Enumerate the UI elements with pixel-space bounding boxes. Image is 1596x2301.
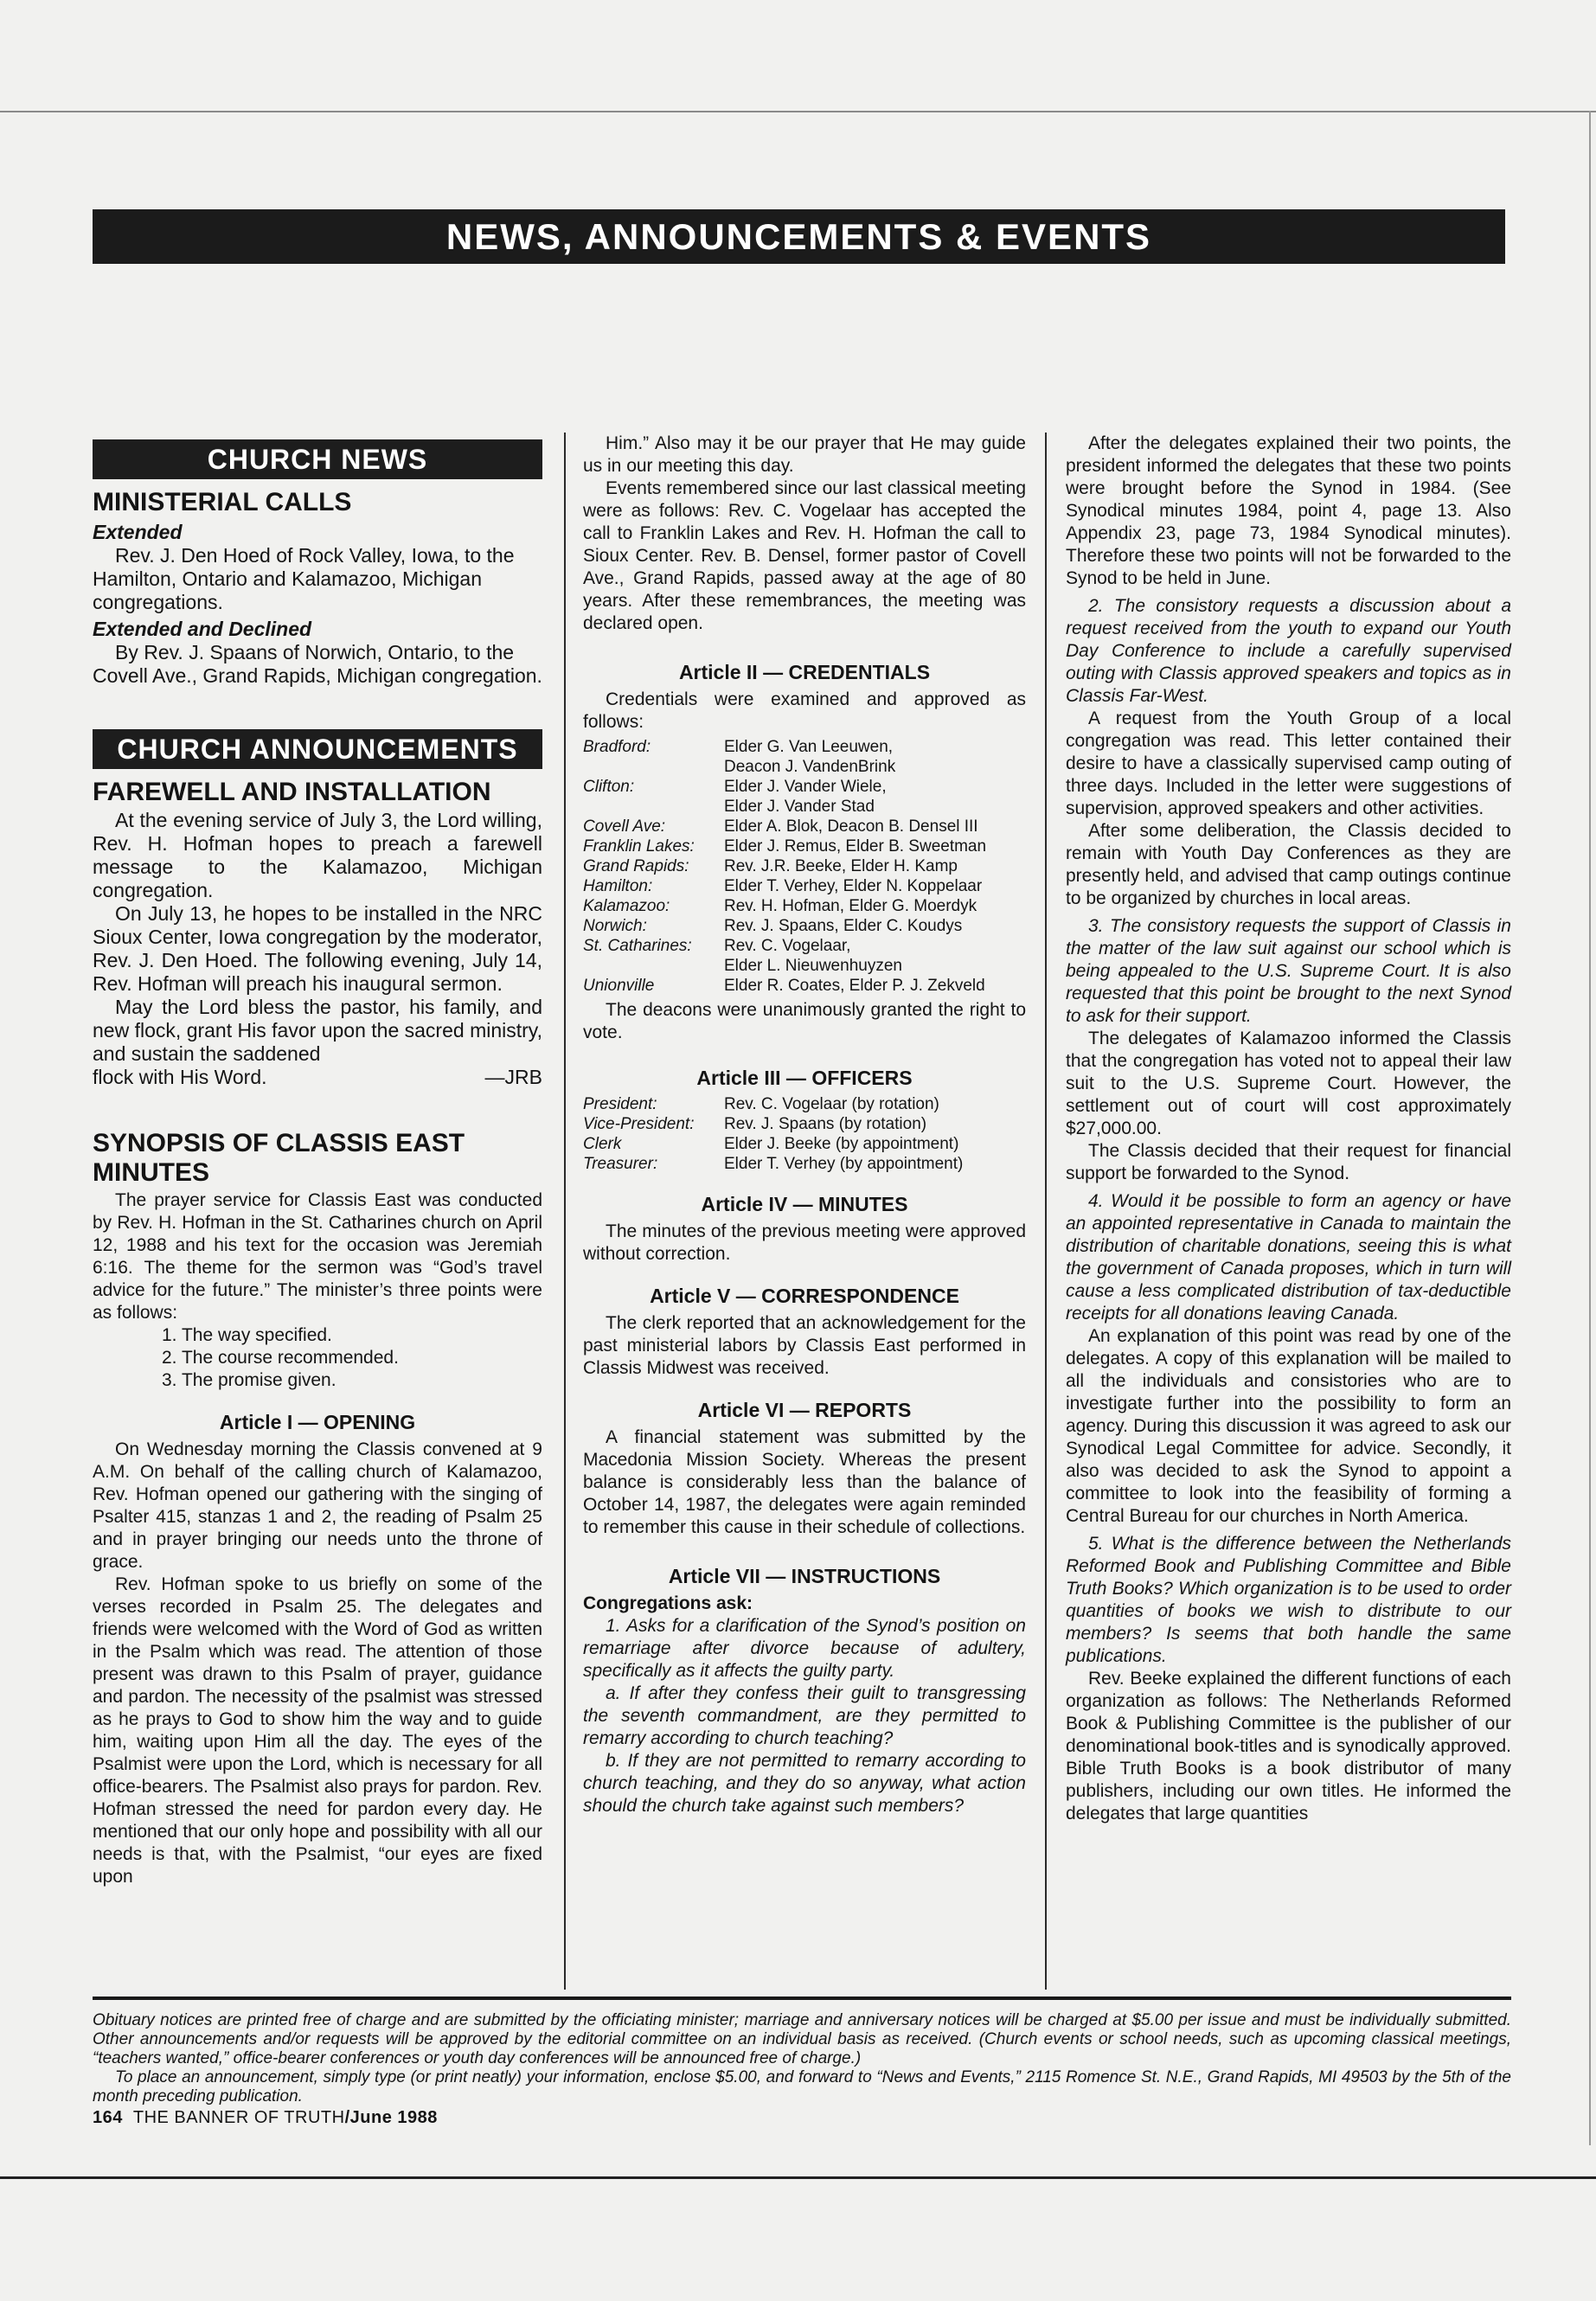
article-7-question: a. If after they confess their guilt to transgressing the seventh commandment, are they permitted to remarry according to church teaching? — [583, 1683, 1026, 1748]
credentials-names: Elder J. Vander Stad — [724, 798, 875, 816]
credentials-row — [583, 876, 1026, 896]
top-border-line — [0, 111, 1596, 112]
right-border-line — [1589, 111, 1591, 2145]
signature: —JRB — [484, 1066, 542, 1088]
credentials-names: Elder A. Blok, Deacon B. Densel III — [724, 817, 978, 836]
officer-name: Elder T. Verhey (by appointment) — [724, 1155, 964, 1173]
instruction-paragraph: After the delegates explained their two points, the president informed the delegates that these two points were brought before the Synod in 1984. (See Synodical minutes 1984, point 4, page 13. Also Appendix 23, page 73, 1984 Synodical minutes). Therefore these two points will not be forwarded to the Synod to be held in June. — [1066, 433, 1511, 588]
page-footer-line — [93, 2108, 448, 2128]
credentials-church: St. Catharines: — [583, 937, 692, 955]
article-4-text: The minutes of the previous meeting were approved without correction. — [583, 1221, 1026, 1264]
credentials-names: Elder G. Van Leeuwen, — [724, 738, 894, 756]
instruction-paragraph: Rev. Beeke explained the different functions of each organization as follows: The Netherlands Reformed Book & Publishing Committee is the publisher of our denominational book-titles and is synodically approved. Bible Truth Books is a book distributor of many publishers, including our own titles. He informed the delegates that large quantities — [1066, 1669, 1511, 1823]
footer-paragraph: Obituary notices are printed free of charge and are submitted by the officiating minister; marriage and anniversary notices will be charged at $5.00 per issue and must be individually submitted. Other announcements and/or requests will be approved by the editorial committee on an individual basis as received. (Church events or school needs, such as upcoming classical meetings, “teachers wanted,” office-bearer conferences or youth day conferences will be announced free of charge.) — [93, 2011, 1511, 2067]
credentials-row — [583, 916, 1026, 936]
instruction-question: 5. What is the difference between the Netherlands Reformed Book and Publishing Committee and Bible Truth Books? Which organization is to be used to order quantities of books we wish to distribute to our members? Is seems that both handle the same publications. — [1066, 1534, 1511, 1666]
credentials-names: Deacon J. VandenBrink — [724, 758, 896, 776]
farewell-heading: FAREWELL AND INSTALLATION — [93, 778, 491, 806]
officer-row — [583, 1134, 1026, 1154]
footer-rule — [93, 1997, 1511, 2000]
credentials-names: Elder J. Remus, Elder B. Sweetman — [724, 837, 987, 856]
article-1-paragraph: Rev. Hofman spoke to us briefly on some of the verses recorded in Psalm 25. The delegates and friends were welcomed with the Word of God as written in the Psalm which was read. The attention of those present was drawn to this Psalm of prayer, guidance and pardon. The necessity of the psalmist was stressed as he prays to God to show him the way and to guide him, waiting upon Him all the day. The eyes of the Psalmist were upon the Lord, which is necessary for all office-bearers. The Psalmist also prays for pardon. Rev. Hofman stressed the need for pardon every day. He mentioned that our only hope and possibility with all our needs is that, with the Psalmist, “our eyes are fixed upon — [93, 1574, 542, 1887]
credentials-row — [583, 856, 1026, 876]
declined-label: Extended and Declined — [93, 618, 312, 640]
publication-name: THE BANNER OF TRUTH — [132, 2108, 345, 2127]
synopsis-intro: The prayer service for Classis East was conducted by Rev. H. Hofman in the St. Catharines church on April 12, 1988 and his text for the occasion was Jeremiah 6:16. The theme for the sermon was “God’s travel advice for the future.” The minister’s three points were as follows: — [93, 1190, 542, 1323]
credentials-church — [583, 757, 724, 777]
credentials-church — [583, 797, 724, 817]
credentials-names: Rev. J. Spaans, Elder C. Koudys — [724, 917, 963, 935]
article-3-heading: Article III — OFFICERS — [696, 1067, 913, 1089]
officer-name: Elder J. Beeke (by appointment) — [724, 1135, 959, 1153]
credentials-names: Elder R. Coates, Elder P. J. Zekveld — [724, 977, 985, 995]
officer-role: Clerk — [583, 1135, 622, 1153]
bottom-border-line — [0, 2176, 1596, 2179]
page-banner: NEWS, ANNOUNCEMENTS & EVENTS — [93, 209, 1505, 264]
instruction-paragraph: The delegates of Kalamazoo informed the Classis that the congregation has voted not to appeal their law suit to the U.S. Supreme Court. However, the settlement out of court will cost approximately $27,000.00. — [1066, 1029, 1511, 1138]
credentials-church: Clifton: — [583, 778, 635, 796]
credentials-row — [583, 817, 1026, 836]
announcement-paragraph: At the evening service of July 3, the Lord willing, Rev. H. Hofman hopes to preach a farewell message to the Kalamazoo, Michigan congregation. — [93, 809, 542, 901]
article-4-heading: Article IV — MINUTES — [701, 1193, 908, 1215]
article-5-heading: Article V — CORRESPONDENCE — [650, 1285, 959, 1307]
credentials-church: Franklin Lakes: — [583, 837, 695, 856]
article-2-heading: Article II — CREDENTIALS — [678, 661, 931, 683]
article-7-subheading: Congregations ask: — [583, 1593, 753, 1613]
credentials-names: Rev. H. Hofman, Elder G. Moerdyk — [724, 897, 977, 915]
officer-name: Rev. J. Spaans (by rotation) — [724, 1115, 927, 1133]
instruction-question: 3. The consistory requests the support of Classis in the matter of the law suit against our school which is being appealed to the U.S. Supreme Court. It is also requested that this point be brought to the next Synod to ask for their support. — [1066, 916, 1511, 1026]
credentials-church: Norwich: — [583, 917, 647, 935]
article-1-paragraph: On Wednesday morning the Classis convened at 9 A.M. On behalf of the calling church of Kalamazoo, Rev. Hofman opened our gathering with the singing of Psalter 415, stanzas 1 and 2, the reading of Psalm 25 and in prayer bringing our needs unto the throne of grace. — [93, 1439, 542, 1572]
announcement-paragraph: On July 13, he hopes to be installed in the NRC Sioux Center, Iowa congregation by the moderator, Rev. J. Den Hoed. The following evening, July 14, Rev. Hofman will preach his inaugural sermon. — [93, 902, 542, 995]
article-7-heading: Article VII — INSTRUCTIONS — [668, 1565, 941, 1587]
credentials-row — [583, 836, 1026, 856]
instruction-paragraph: After some deliberation, the Classis decided to remain with Youth Day Conferences as they are presently held, and advised that camp outings continue to be organized by churches in local areas. — [1066, 821, 1511, 908]
article-6-text: A financial statement was submitted by the Macedonia Mission Society. Whereas the present balance is considerably less than the balance of October 14, 1987, the delegates were again reminded to remember this cause in their schedule of collections. — [583, 1427, 1026, 1537]
page-number: 164 — [93, 2108, 123, 2127]
credentials-names: Elder L. Nieuwenhuyzen — [724, 957, 902, 975]
credentials-names: Elder T. Verhey, Elder N. Koppelaar — [724, 877, 983, 895]
officer-row — [583, 1154, 1026, 1174]
sermon-point: 1. The way specified. — [162, 1325, 332, 1345]
column-divider — [1045, 433, 1047, 1990]
credentials-names: Elder J. Vander Wiele, — [724, 778, 887, 796]
credentials-row — [583, 976, 1026, 996]
article-7-question: 1. Asks for a clarification of the Synod’s position on remarriage after divorce because of adultery, specifically as it affects the guilty party. — [583, 1616, 1026, 1681]
credentials-church: Grand Rapids: — [583, 857, 689, 875]
extended-text: Rev. J. Den Hoed of Rock Valley, Iowa, to the Hamilton, Ontario and Kalamazoo, Michigan congregations. — [93, 544, 515, 613]
officer-role: Treasurer: — [583, 1155, 658, 1173]
announcement-paragraph: May the Lord bless the pastor, his family, and new flock, grant His favor upon the sacred ministry, and sustain the saddened — [93, 996, 542, 1065]
extended-label: Extended — [93, 521, 183, 543]
ministerial-calls-heading: MINISTERIAL CALLS — [93, 488, 352, 516]
officers-table — [583, 1094, 1026, 1174]
credentials-church: Kalamazoo: — [583, 897, 670, 915]
credentials-church: Bradford: — [583, 738, 651, 756]
credentials-row — [583, 956, 1026, 976]
officer-row — [583, 1094, 1026, 1114]
credentials-row — [583, 757, 1026, 777]
credentials-table — [583, 737, 1026, 996]
credentials-church: Covell Ave: — [583, 817, 666, 836]
column-middle — [583, 433, 1026, 1817]
credentials-church: Hamilton: — [583, 877, 653, 895]
events-paragraph: Events remembered since our last classical meeting were as follows: Rev. C. Vogelaar has accepted the call to Franklin Lakes and Rev. H. Hofman the call to Sioux Center. Rev. B. Densel, former pastor of Covell Ave., Grand Rapids, passed away at the age of 80 years. After these remembrances, the meeting was declared open. — [583, 478, 1026, 633]
column-divider — [564, 433, 566, 1990]
credentials-row — [583, 737, 1026, 757]
credentials-intro: Credentials were examined and approved as follows: — [583, 689, 1026, 732]
issue-date: /June 1988 — [344, 2108, 438, 2127]
deacons-paragraph: The deacons were unanimously granted the right to vote. — [583, 1000, 1026, 1042]
credentials-names: Rev. C. Vogelaar, — [724, 937, 851, 955]
column-right — [1066, 433, 1511, 1825]
announcement-last-line: flock with His Word. — [93, 1066, 267, 1088]
sermon-point: 2. The course recommended. — [162, 1348, 399, 1368]
instruction-paragraph: An explanation of this point was read by one of the delegates. A copy of this explanation will be mailed to all the individuals and consistories who are to investigate further into the possibility to form an agency. During this discussion it was agreed to ask our Synodical Legal Committee for advice. Secondly, it also was decided to ask the Synod to appoint a committee to look into the feasibility of forming a Central Bureau for our churches in North America. — [1066, 1326, 1511, 1526]
church-announcements-bar: CHURCH ANNOUNCEMENTS — [93, 729, 542, 769]
sermon-point: 3. The promise given. — [162, 1370, 337, 1390]
credentials-row — [583, 797, 1026, 817]
article-6-heading: Article VI — REPORTS — [697, 1399, 912, 1421]
article-1-heading: Article I — OPENING — [219, 1411, 416, 1433]
instruction-paragraph: The Classis decided that their request for financial support be forwarded to the Synod. — [1066, 1141, 1511, 1183]
instruction-question: 2. The consistory requests a discussion about a request received from the youth to expand our Youth Day Conference to include a carefully supervised outing with Classis approved speakers and topics as in Classis Far-West. — [1066, 596, 1511, 706]
sermon-points — [162, 1324, 542, 1392]
article-7-question: b. If they are not permitted to remarry according to church teaching, and they do so anyway, what action should the church take against such members? — [583, 1751, 1026, 1816]
officer-role: President: — [583, 1095, 657, 1113]
synopsis-heading: SYNOPSIS OF CLASSIS EAST MINUTES — [93, 1129, 465, 1187]
officer-role: Vice-President: — [583, 1115, 695, 1133]
credentials-church: Unionville — [583, 977, 655, 995]
continued-paragraph: Him.” Also may it be our prayer that He may guide us in our meeting this day. — [583, 433, 1026, 476]
credentials-row — [583, 777, 1026, 797]
officer-name: Rev. C. Vogelaar (by rotation) — [724, 1095, 939, 1113]
credentials-row — [583, 896, 1026, 916]
article-5-text: The clerk reported that an acknowledgement for the past ministerial labors by Classis East performed in Classis Midwest was received. — [583, 1313, 1026, 1378]
church-news-bar: CHURCH NEWS — [93, 439, 542, 479]
credentials-church — [583, 956, 724, 976]
credentials-row — [583, 936, 1026, 956]
footer-notice — [93, 2011, 1511, 2106]
instruction-paragraph: A request from the Youth Group of a local congregation was read. This letter contained their desire to have a classically supervised camp outing of three days. Included in the letter were suggestions of supervision, approved speakers and other activities. — [1066, 708, 1511, 818]
instruction-question: 4. Would it be possible to form an agency or have an appointed representative in Canada to maintain the distribution of charitable donations, seeing this is what the government of Canada proposes, which in turn will cause a less complicated distribution of tax-deductible receipts for all donations leaving Canada. — [1066, 1191, 1511, 1324]
credentials-names: Rev. J.R. Beeke, Elder H. Kamp — [724, 857, 958, 875]
declined-text: By Rev. J. Spaans of Norwich, Ontario, to the Covell Ave., Grand Rapids, Michigan congregation. — [93, 641, 542, 687]
officer-row — [583, 1114, 1026, 1134]
footer-paragraph: To place an announcement, simply type (or print neatly) your information, enclose $5.00, and forward to “News and Events,” 2115 Romence St. N.E., Grand Rapids, MI 49503 by the 5th of the month preceding publication. — [93, 2068, 1511, 2106]
column-left — [93, 433, 542, 1888]
